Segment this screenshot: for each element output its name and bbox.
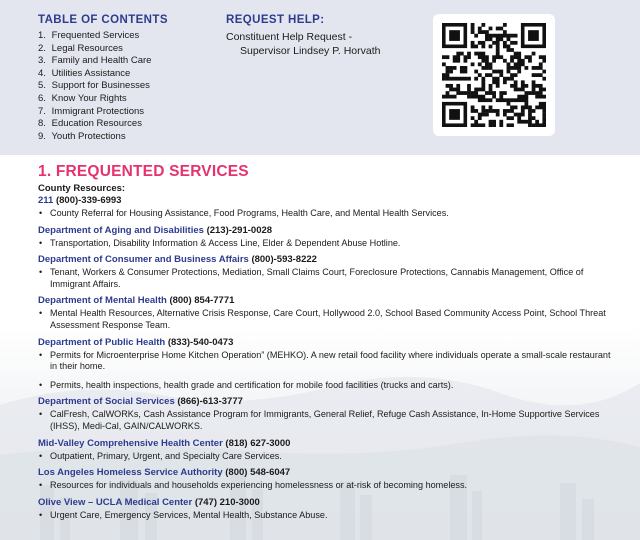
service-bullet: • Permits for Microenterprise Home Kitchen Operation” (MEHKO). A new retail food facility where individuals operate a small-scale restaurant in their home. xyxy=(38,350,613,373)
service-bullet: • County Referral for Housing Assistance, Food Programs, Health Care, and Mental Health Services. xyxy=(38,208,613,220)
help-request-link[interactable]: Constituent Help Request - xyxy=(226,31,353,43)
service-consumer-business xyxy=(38,254,613,265)
service-bullets xyxy=(38,409,613,432)
toc-item[interactable]: 5. Support for Businesses xyxy=(38,80,150,92)
toc-item[interactable]: 6. Know Your Rights xyxy=(38,92,127,104)
service-name[interactable]: Department of Aging and Disabilities xyxy=(38,224,204,236)
toc-item[interactable]: 2. Legal Resources xyxy=(38,42,123,54)
service-phone[interactable]: (213)-291-0028 xyxy=(206,224,273,236)
service-aging-disabilities xyxy=(38,225,613,236)
service-name[interactable]: Department of Mental Health xyxy=(38,295,167,307)
service-bullets xyxy=(38,350,613,392)
service-bullets xyxy=(38,208,613,220)
main-content xyxy=(0,155,640,540)
service-phone[interactable]: (800)-339-6993 xyxy=(55,195,122,206)
toc-item[interactable]: 1. Frequented Services xyxy=(38,30,140,41)
service-bullet: • CalFresh, CalWORKs, Cash Assistance Program for Immigrants, General Relief, Refuge Cash Assistance, In-Home Supportive Services (IHSS), Medi-Cal, GAIN/CALWORKS. xyxy=(38,409,613,432)
service-mental-health xyxy=(38,295,613,306)
service-bullets xyxy=(38,510,613,522)
section-title: 1. FREQUENTED SERVICES xyxy=(38,163,249,180)
toc-item[interactable]: 8. Education Resources xyxy=(38,118,142,130)
request-help-title: REQUEST HELP: xyxy=(226,14,325,26)
service-phone[interactable]: (833)-540-0473 xyxy=(167,336,234,348)
service-name[interactable]: Mid-Valley Comprehensive Health Center xyxy=(38,437,223,449)
service-name[interactable]: Los Angeles Homeless Service Authority xyxy=(38,467,223,479)
service-phone[interactable]: (800) 548-6047 xyxy=(225,467,291,479)
service-phone[interactable]: (800) 854-7771 xyxy=(169,295,235,307)
header-band xyxy=(0,0,640,155)
service-bullet: • Permits, health inspections, health grade and certification for mobile food facilities (trucks and carts). xyxy=(38,380,613,392)
service-bullets xyxy=(38,267,613,290)
service-mid-valley-health xyxy=(38,438,613,449)
service-phone[interactable]: (818) 627-3000 xyxy=(225,437,291,449)
toc-item[interactable]: 3. Family and Health Care xyxy=(38,55,152,67)
service-name[interactable]: Department of Consumer and Business Affairs xyxy=(38,254,249,266)
service-lahsa xyxy=(38,467,613,478)
service-phone[interactable]: (747) 210-3000 xyxy=(194,496,260,508)
toc-title: TABLE OF CONTENTS xyxy=(38,14,168,26)
service-bullet: • Outpatient, Primary, Urgent, and Specialty Care Services. xyxy=(38,451,613,463)
service-name[interactable]: Olive View – UCLA Medical Center xyxy=(38,496,193,508)
toc-list xyxy=(38,30,168,143)
toc-item[interactable]: 9. Youth Protections xyxy=(38,130,126,142)
service-phone[interactable]: (800)-593-8222 xyxy=(251,254,317,266)
service-name[interactable]: 211 xyxy=(38,195,54,206)
table-of-contents xyxy=(38,14,168,143)
toc-item[interactable]: 7. Immigrant Protections xyxy=(38,105,145,117)
county-resources-label: County Resources: xyxy=(38,183,126,194)
service-phone[interactable]: (866)-613-3777 xyxy=(177,396,243,408)
service-public-health xyxy=(38,337,613,348)
service-bullets xyxy=(38,480,613,492)
frequented-services xyxy=(38,163,613,523)
service-bullet: • Mental Health Resources, Alternative Crisis Response, Care Court, Hollywood 2.0, School Based Community Access Point, School Threat Assessment Response Team. xyxy=(38,308,613,331)
service-bullet: • Transportation, Disability Information & Access Line, Elder & Dependent Abuse Hotline. xyxy=(38,238,613,250)
service-olive-view xyxy=(38,497,613,508)
service-bullet: • Tenant, Workers & Consumer Protections, Mediation, Small Claims Court, Foreclosure Protections, Cannabis Management, Office of Immigrant Affairs. xyxy=(38,267,613,290)
service-name[interactable]: Department of Social Services xyxy=(38,396,175,408)
service-bullet: • Resources for individuals and households experiencing homelessness or at-risk of becoming homeless. xyxy=(38,480,613,492)
service-bullets xyxy=(38,451,613,463)
qr-code[interactable] xyxy=(433,14,555,136)
qr-code-icon xyxy=(442,23,546,127)
service-name[interactable]: Department of Public Health xyxy=(38,336,166,348)
request-help xyxy=(226,14,380,57)
service-bullets xyxy=(38,238,613,250)
help-request-supervisor[interactable]: Supervisor Lindsey P. Horvath xyxy=(240,45,381,57)
service-social-services xyxy=(38,396,613,407)
toc-item[interactable]: 4. Utilities Assistance xyxy=(38,67,131,79)
service-bullet: • Urgent Care, Emergency Services, Mental Health, Substance Abuse. xyxy=(38,510,613,522)
service-211 xyxy=(38,195,613,206)
service-bullets xyxy=(38,308,613,331)
